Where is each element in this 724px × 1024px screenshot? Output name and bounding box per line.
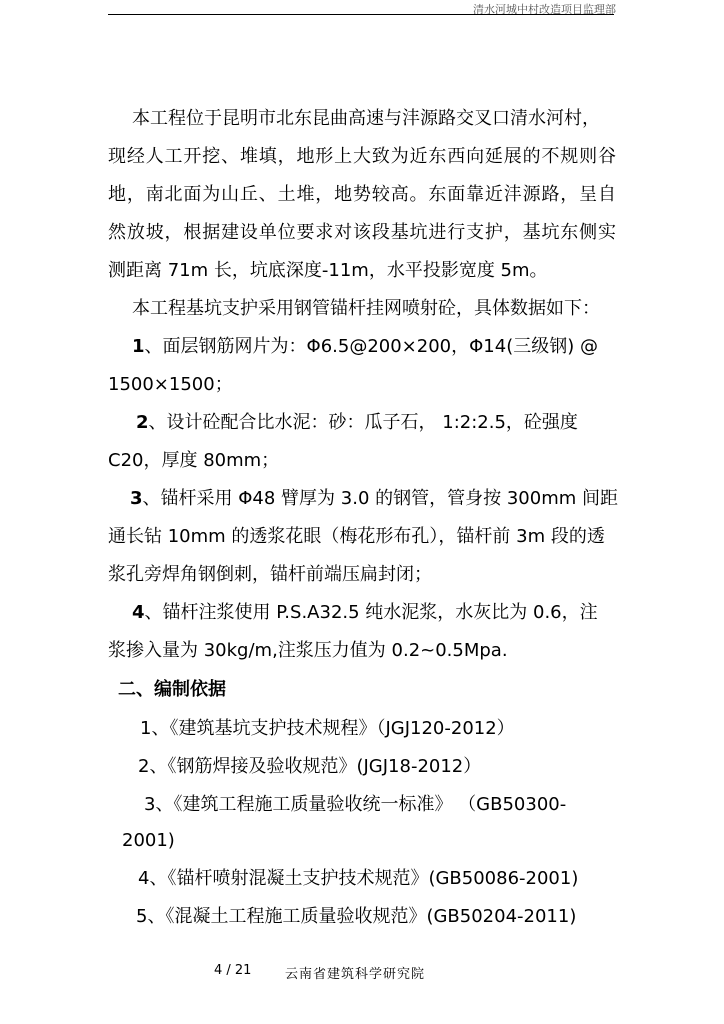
item-text: 、设计砼配合比水泥：砂：瓜子石， 1:2:2.5，砼强度 [148, 412, 578, 433]
list-item [136, 410, 616, 436]
list-item-continuation: 浆掺入量为 30kg/m,注浆压力值为 0.2~0.5Mpa. [108, 640, 508, 661]
list-item-continuation: 浆孔旁焊角钢倒刺，锚杆前端压扁封闭； [108, 564, 432, 585]
paragraph-line: 测距离 71m 长，坑底深度-11m，水平投影宽度 5m。 [108, 260, 548, 281]
reference-item: 3、《建筑工程施工质量验收统一标准》 （GB50300- [144, 794, 567, 815]
reference-item-continuation: 2001) [122, 830, 175, 851]
list-item-continuation: 1500×1500； [108, 374, 233, 395]
list-item-continuation: 通长钻 10mm 的透浆花眼（梅花形布孔），锚杆前 3m 段的透 [108, 526, 605, 547]
item-text: 、锚杆采用 Φ48 臂厚为 3.0 的钢管，管身按 300mm 间距 [142, 488, 618, 509]
list-item [132, 600, 616, 626]
item-number: 4 [132, 602, 145, 623]
reference-item: 5、《混凝土工程施工质量验收规范》(GB50204-2011) [136, 906, 577, 927]
reference-item: 4、《锚杆喷射混凝土支护技术规范》(GB50086-2001) [138, 868, 579, 889]
reference-item: 1、《建筑基坑支护技术规程》（JGJ120-2012） [140, 718, 515, 739]
header-rule [108, 14, 614, 15]
item-text: 、面层钢筋网片为：Φ6.5@200×200，Φ14(三级钢) @ [144, 336, 598, 357]
list-item-continuation: C20，厚度 80mm； [108, 450, 280, 471]
section-heading: 二、编制依据 [118, 679, 226, 700]
paragraph-line: 地，南北面为山丘、土堆，地势较高。东面靠近沣源路，呈自 [108, 184, 616, 205]
header-text: 清水河城中村改造项目监理部 [473, 3, 616, 16]
list-item [130, 486, 616, 512]
organization-name: 云南省建筑科学研究院 [285, 967, 426, 982]
paragraph-line: 然放坡，根据建设单位要求对该段基坑进行支护，基坑东侧实 [108, 222, 616, 243]
paragraph-line: 本工程位于昆明市北东昆曲高速与沣源路交叉口清水河村， [132, 108, 600, 129]
list-item [132, 334, 616, 360]
page-number: 4 / 21 [214, 963, 252, 978]
item-number: 3 [130, 488, 143, 509]
item-number: 1 [132, 336, 145, 357]
paragraph-line: 现经人工开挖、堆填，地形上大致为近东西向延展的不规则谷 [108, 146, 616, 167]
paragraph-line: 本工程基坑支护采用钢管锚杆挂网喷射砼，具体数据如下： [132, 298, 600, 319]
item-text: 、锚杆注浆使用 P.S.A32.5 纯水泥浆，水灰比为 0.6，注 [144, 602, 598, 623]
item-number: 2 [136, 412, 149, 433]
reference-item: 2、《钢筋焊接及验收规范》(JGJ18-2012） [138, 756, 482, 777]
